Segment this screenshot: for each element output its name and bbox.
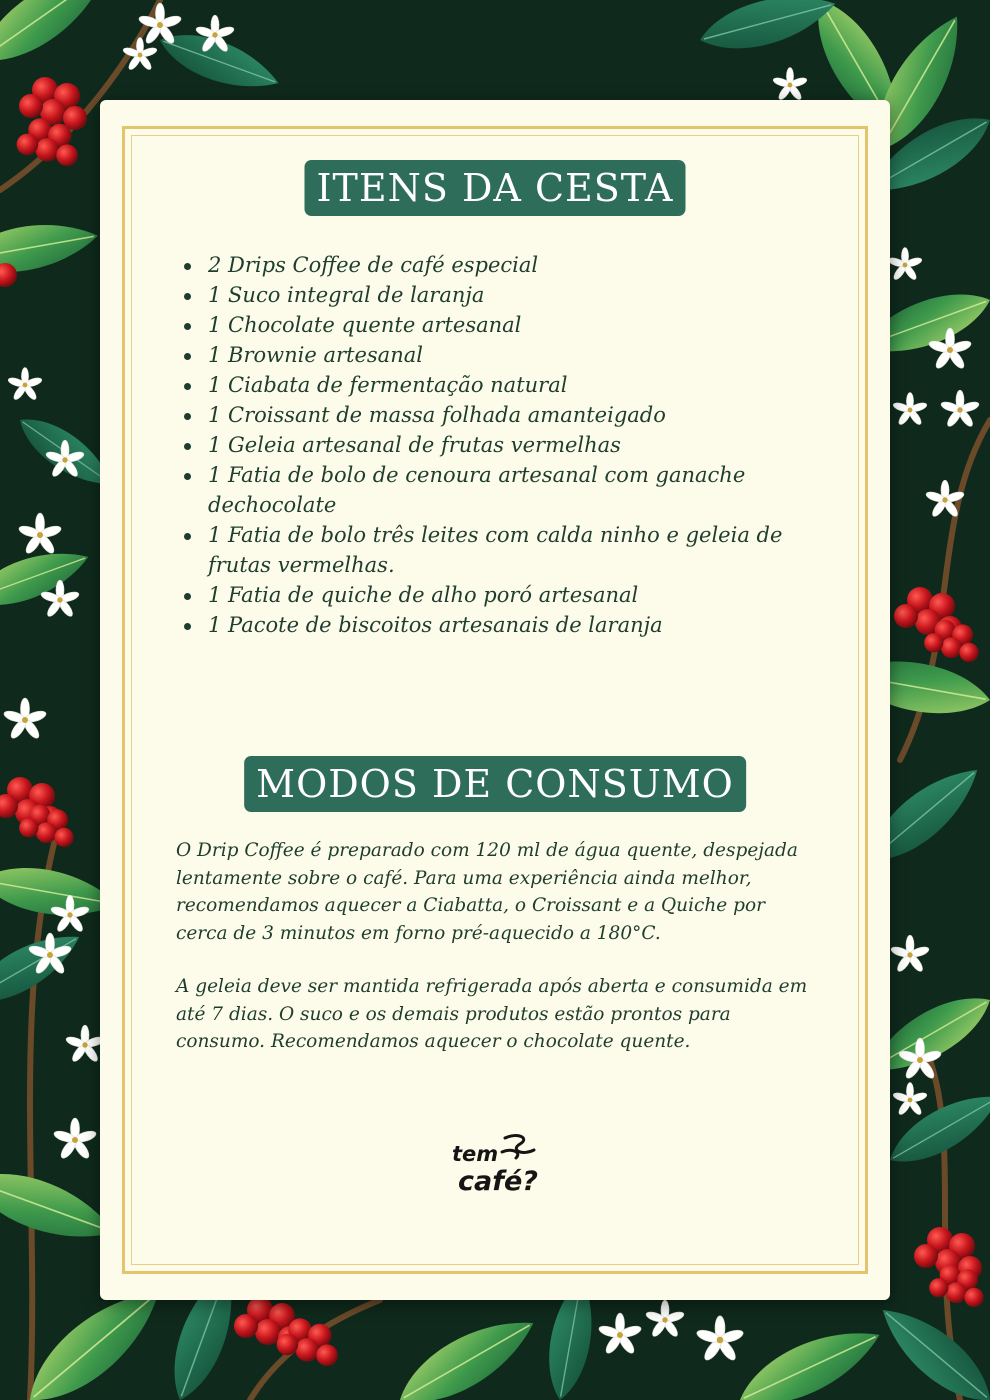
list-item: 1 Geleia artesanal de frutas vermelhas — [208, 430, 808, 460]
list-item: 1 Fatia de bolo três leites com calda ninho e geleia de frutas vermelhas. — [208, 520, 808, 580]
list-item: 1 Brownie artesanal — [208, 340, 808, 370]
content-card — [100, 100, 890, 1300]
list-item: 1 Fatia de bolo de cenoura artesanal com ganache dechocolate — [208, 460, 808, 520]
consumption-heading: MODOS DE CONSUMO — [244, 756, 746, 812]
list-item: 1 Suco integral de laranja — [208, 280, 808, 310]
list-item: 1 Fatia de quiche de alho poró artesanal — [208, 580, 808, 610]
items-heading: ITENS DA CESTA — [304, 160, 685, 216]
list-item: 1 Chocolate quente artesanal — [208, 310, 808, 340]
logo-line-1: tem — [452, 1142, 499, 1166]
list-item: 1 Croissant de massa folhada amanteigado — [208, 400, 808, 430]
list-item: 2 Drips Coffee de café especial — [208, 250, 808, 280]
list-item: 1 Pacote de biscoitos artesanais de laranja — [208, 610, 808, 640]
list-item: 1 Ciabata de fermentação natural — [208, 370, 808, 400]
logo-line-2: café? — [458, 1166, 538, 1197]
tem-cafe-logo — [450, 1132, 550, 1218]
items-list — [178, 250, 808, 640]
consumption-paragraph-2: A geleia deve ser mantida refrigerada após aberta e consumida em até 7 dias. O suco e os demais produtos estão prontos para consumo. Recomendamos aquecer o chocolate quente. — [176, 976, 808, 1052]
consumption-paragraph-1: O Drip Coffee é preparado com 120 ml de água quente, despejada lentamente sobre o café. Para uma experiência ainda melhor, recomendamos aquecer a Ciabatta, o Croissant e a Quiche por cerca de 3 minutos em forno pré-aquecido a 180°C. — [176, 840, 798, 944]
